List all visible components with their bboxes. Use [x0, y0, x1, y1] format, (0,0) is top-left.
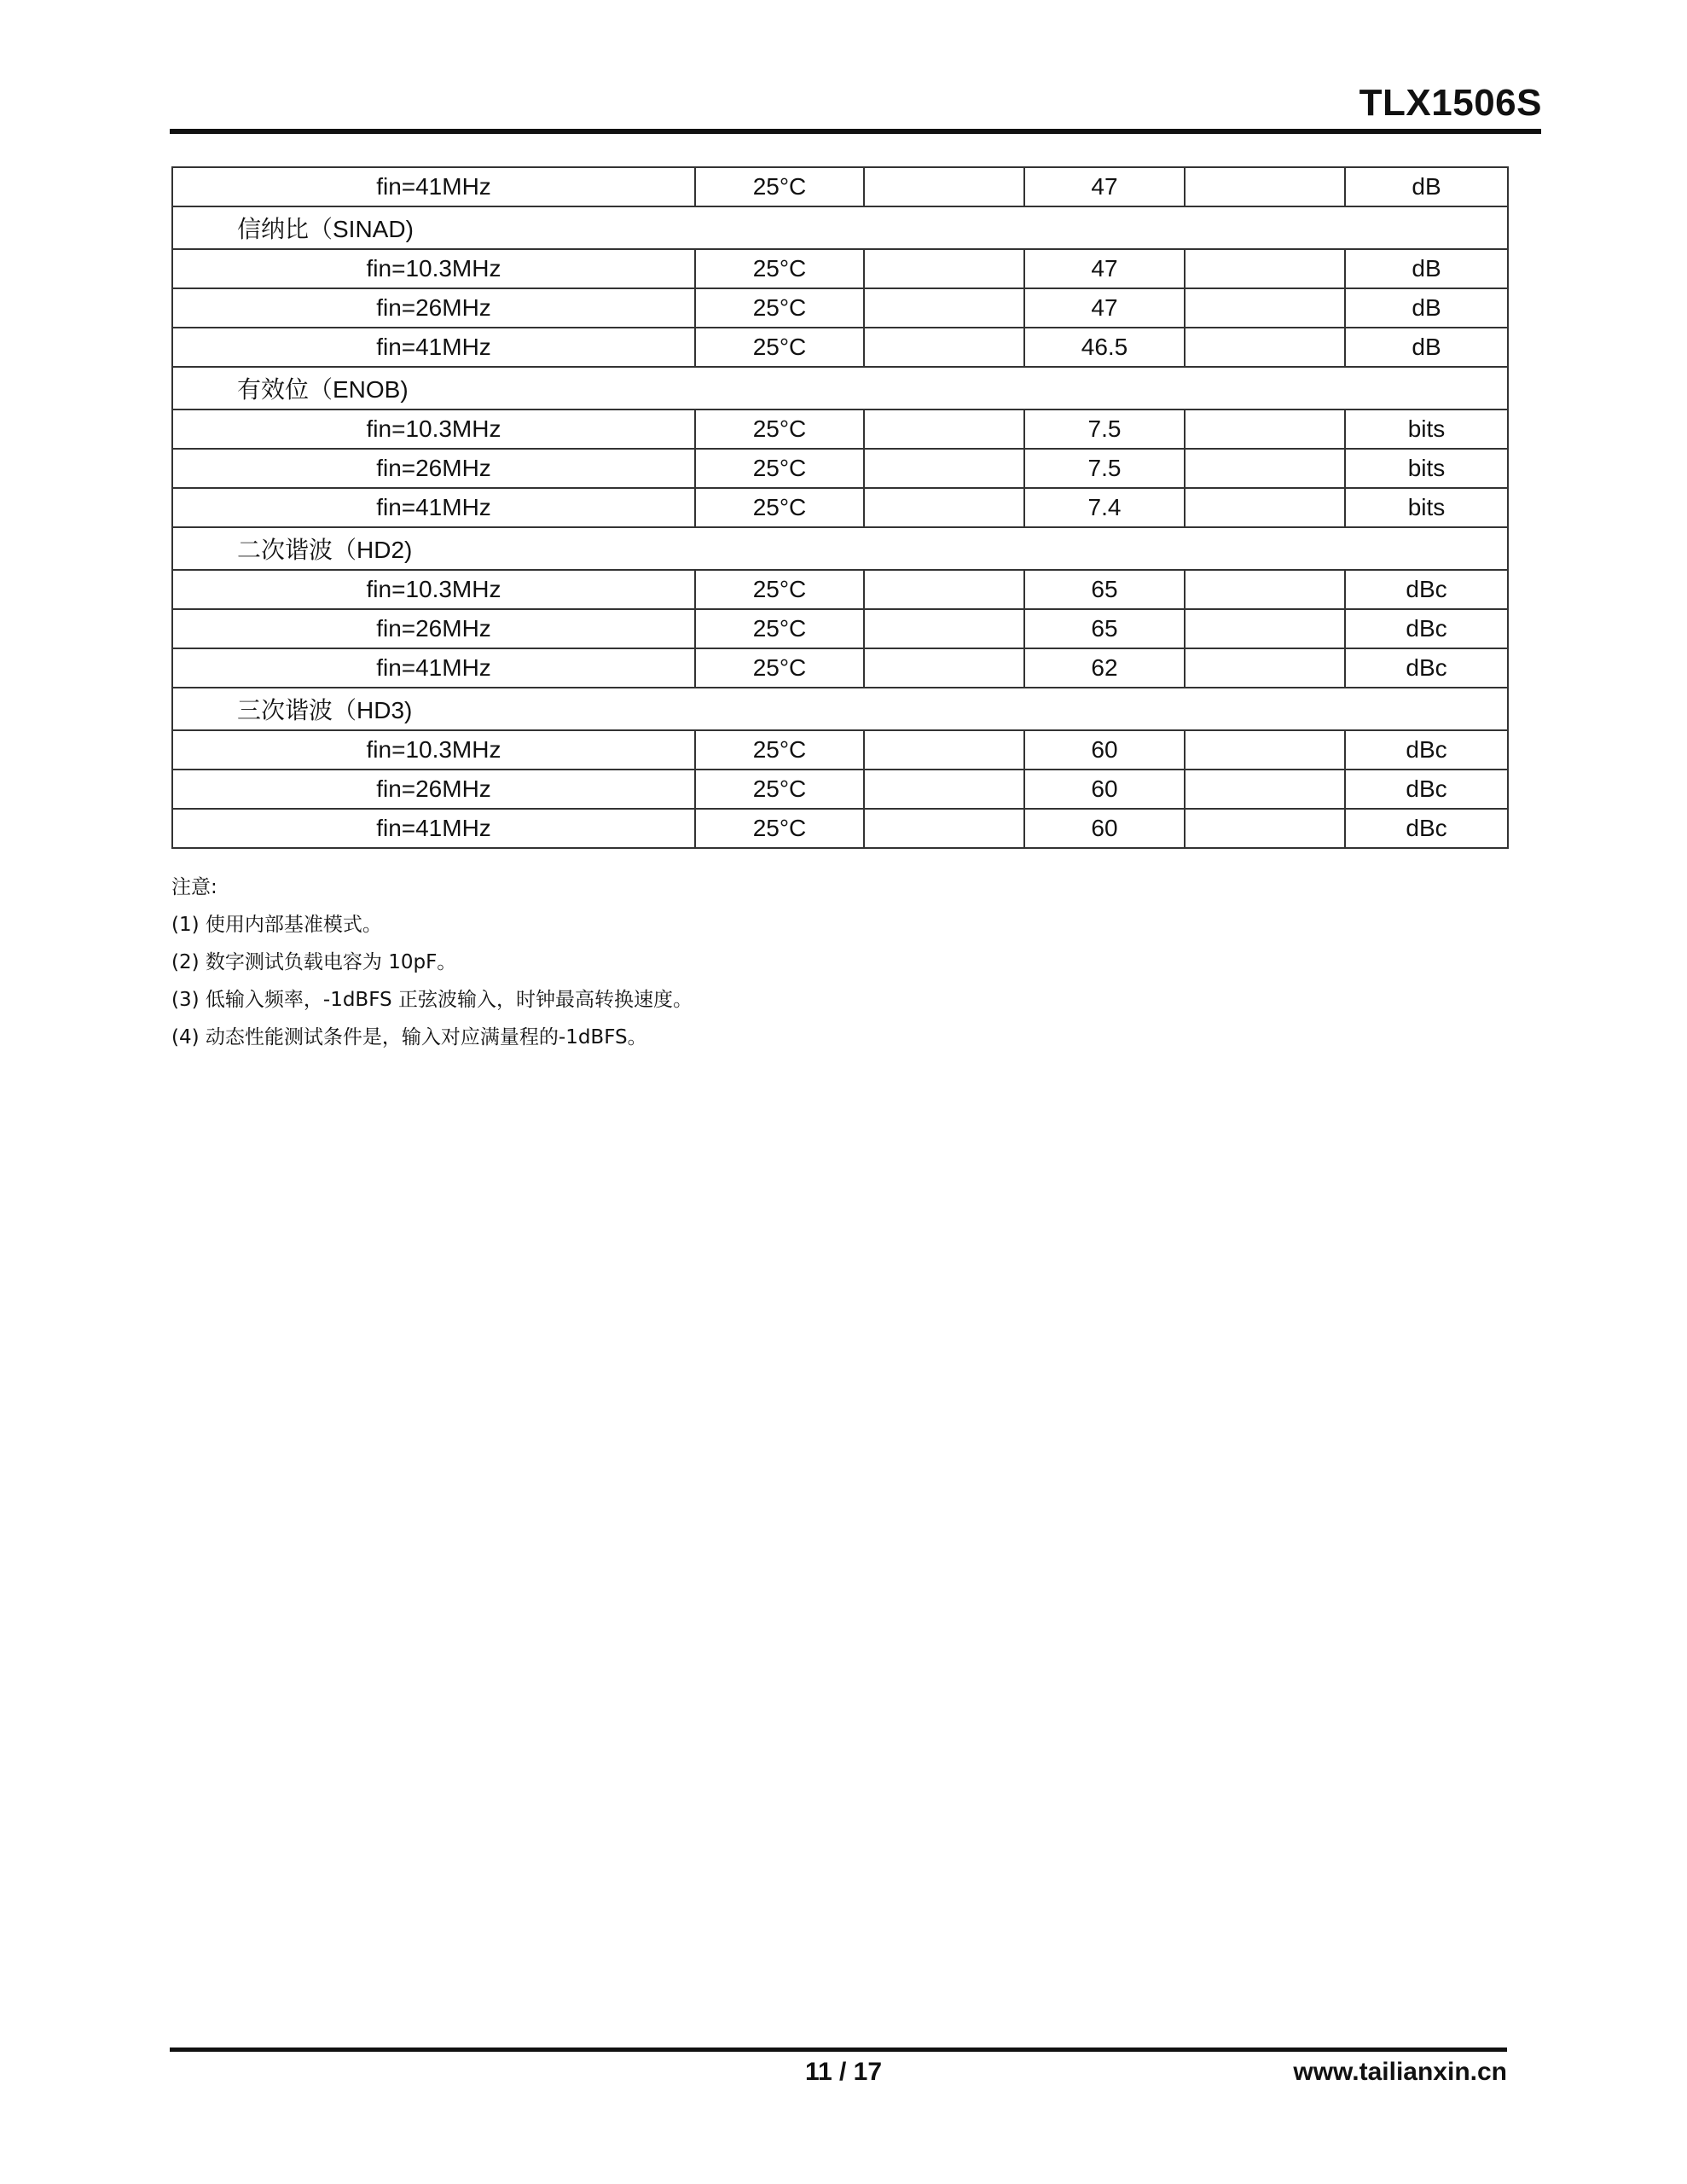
- unit-cell: dBc: [1345, 648, 1508, 688]
- unit-cell: dB: [1345, 249, 1508, 288]
- param-cell: fin=10.3MHz: [172, 410, 695, 449]
- temperature-cell: 25°C: [695, 570, 864, 609]
- min-cell: [864, 249, 1024, 288]
- max-cell: [1185, 809, 1345, 848]
- max-cell: [1185, 609, 1345, 648]
- page-number: 11 / 17: [804, 2058, 883, 2086]
- unit-cell: dB: [1345, 328, 1508, 367]
- temperature-cell: 25°C: [695, 167, 864, 206]
- min-cell: [864, 648, 1024, 688]
- table-section-row: [172, 367, 1508, 410]
- param-cell: fin=41MHz: [172, 648, 695, 688]
- max-cell: [1185, 288, 1345, 328]
- unit-cell: dBc: [1345, 809, 1508, 848]
- temperature-cell: 25°C: [695, 249, 864, 288]
- typ-cell: 60: [1024, 809, 1185, 848]
- min-cell: [864, 770, 1024, 809]
- unit-cell: dBc: [1345, 570, 1508, 609]
- unit-cell: bits: [1345, 488, 1508, 527]
- temperature-cell: 25°C: [695, 730, 864, 770]
- table-row: [172, 167, 1508, 206]
- min-cell: [864, 809, 1024, 848]
- table-row: [172, 609, 1508, 648]
- max-cell: [1185, 730, 1345, 770]
- param-cell: fin=41MHz: [172, 167, 695, 206]
- max-cell: [1185, 449, 1345, 488]
- table-row: [172, 730, 1508, 770]
- typ-cell: 7.5: [1024, 410, 1185, 449]
- min-cell: [864, 288, 1024, 328]
- section-label: 信纳比（SINAD): [172, 206, 1508, 249]
- note-item: (3) 低输入频率，-1dBFS 正弦波输入，时钟最高转换速度。: [171, 989, 693, 1011]
- typ-cell: 7.4: [1024, 488, 1185, 527]
- table-row: [172, 488, 1508, 527]
- table-section-row: [172, 206, 1508, 249]
- section-label: 二次谐波（HD2): [172, 527, 1508, 570]
- temperature-cell: 25°C: [695, 809, 864, 848]
- min-cell: [864, 449, 1024, 488]
- param-cell: fin=10.3MHz: [172, 570, 695, 609]
- table-row: [172, 249, 1508, 288]
- typ-cell: 65: [1024, 609, 1185, 648]
- table-row: [172, 449, 1508, 488]
- section-label: 三次谐波（HD3): [172, 688, 1508, 730]
- max-cell: [1185, 167, 1345, 206]
- param-cell: fin=41MHz: [172, 488, 695, 527]
- specifications-table: [171, 166, 1509, 849]
- max-cell: [1185, 328, 1345, 367]
- specifications-table-body: [172, 167, 1508, 848]
- table-row: [172, 328, 1508, 367]
- max-cell: [1185, 410, 1345, 449]
- note-item: (1) 使用内部基准模式。: [171, 914, 382, 936]
- notes-heading: 注意:: [171, 876, 217, 898]
- typ-cell: 7.5: [1024, 449, 1185, 488]
- param-cell: fin=26MHz: [172, 770, 695, 809]
- temperature-cell: 25°C: [695, 648, 864, 688]
- unit-cell: dBc: [1345, 730, 1508, 770]
- notes-section: [171, 868, 693, 1056]
- typ-cell: 47: [1024, 167, 1185, 206]
- note-item: (2) 数字测试负载电容为 10pF。: [171, 951, 457, 973]
- header-divider: [170, 129, 1541, 134]
- min-cell: [864, 328, 1024, 367]
- temperature-cell: 25°C: [695, 288, 864, 328]
- min-cell: [864, 730, 1024, 770]
- table-row: [172, 570, 1508, 609]
- temperature-cell: 25°C: [695, 328, 864, 367]
- website-link[interactable]: www.tailianxin.cn: [1293, 2058, 1507, 2086]
- typ-cell: 62: [1024, 648, 1185, 688]
- param-cell: fin=26MHz: [172, 449, 695, 488]
- typ-cell: 60: [1024, 730, 1185, 770]
- typ-cell: 65: [1024, 570, 1185, 609]
- max-cell: [1185, 570, 1345, 609]
- typ-cell: 47: [1024, 288, 1185, 328]
- typ-cell: 60: [1024, 770, 1185, 809]
- param-cell: fin=41MHz: [172, 328, 695, 367]
- min-cell: [864, 167, 1024, 206]
- param-cell: fin=41MHz: [172, 809, 695, 848]
- typ-cell: 47: [1024, 249, 1185, 288]
- temperature-cell: 25°C: [695, 449, 864, 488]
- table-section-row: [172, 688, 1508, 730]
- temperature-cell: 25°C: [695, 410, 864, 449]
- min-cell: [864, 609, 1024, 648]
- temperature-cell: 25°C: [695, 488, 864, 527]
- document-title: TLX1506S: [1359, 82, 1542, 124]
- table-row: [172, 648, 1508, 688]
- section-label: 有效位（ENOB): [172, 367, 1508, 410]
- table-row: [172, 809, 1508, 848]
- unit-cell: dBc: [1345, 609, 1508, 648]
- min-cell: [864, 488, 1024, 527]
- max-cell: [1185, 770, 1345, 809]
- min-cell: [864, 570, 1024, 609]
- note-item: (4) 动态性能测试条件是，输入对应满量程的-1dBFS。: [171, 1026, 647, 1048]
- table-row: [172, 288, 1508, 328]
- unit-cell: dB: [1345, 288, 1508, 328]
- unit-cell: dB: [1345, 167, 1508, 206]
- max-cell: [1185, 249, 1345, 288]
- param-cell: fin=10.3MHz: [172, 249, 695, 288]
- unit-cell: bits: [1345, 410, 1508, 449]
- param-cell: fin=10.3MHz: [172, 730, 695, 770]
- table-row: [172, 410, 1508, 449]
- param-cell: fin=26MHz: [172, 609, 695, 648]
- unit-cell: bits: [1345, 449, 1508, 488]
- temperature-cell: 25°C: [695, 609, 864, 648]
- typ-cell: 46.5: [1024, 328, 1185, 367]
- table-section-row: [172, 527, 1508, 570]
- param-cell: fin=26MHz: [172, 288, 695, 328]
- max-cell: [1185, 648, 1345, 688]
- unit-cell: dBc: [1345, 770, 1508, 809]
- table-row: [172, 770, 1508, 809]
- max-cell: [1185, 488, 1345, 527]
- min-cell: [864, 410, 1024, 449]
- temperature-cell: 25°C: [695, 770, 864, 809]
- footer-divider: [170, 2048, 1507, 2052]
